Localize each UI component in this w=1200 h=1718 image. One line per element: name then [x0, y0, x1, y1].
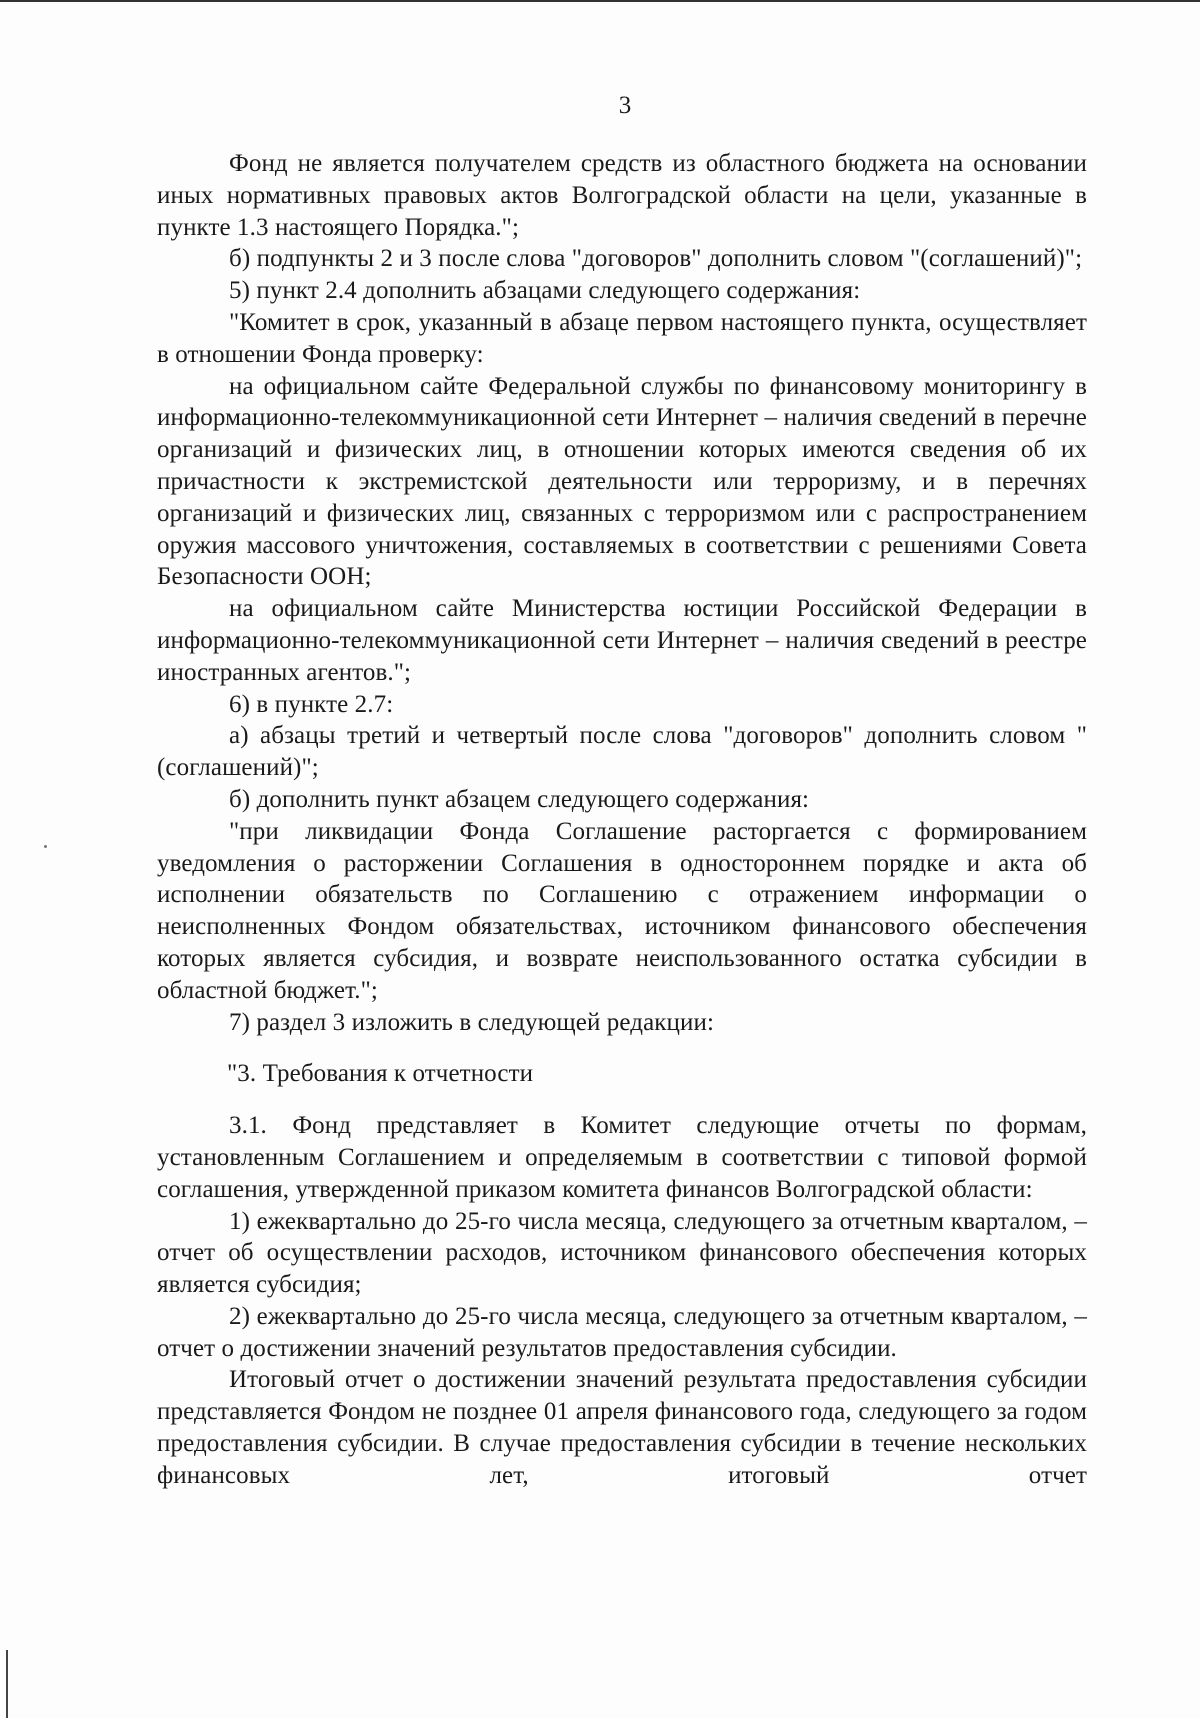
page-number: 3: [618, 92, 632, 119]
paragraph: Итоговый отчет о достижении значений результата предоставления субсидии представляется Фондом не позднее 01 апреля финансового года, следующего за годом предоставления субсидии. В случае предоставления субсидии в течение нескольких финансовых лет, итоговый отчет: [157, 1366, 1087, 1489]
paragraph: б) подпункты 2 и 3 после слова "договоров" дополнить словом "(соглашений)";: [229, 245, 1083, 273]
paragraph: на официальном сайте Федеральной службы по финансовому мониторингу в информационно-телекоммуникационной сети Интернет – наличия сведений в перечне организаций и физических лиц, в отношении которых имеются сведения об их причастности к экстремистской деятельности или терроризму, и в перечнях организаций и физических лиц, связанных с терроризмом или с распространением оружия массового уничтожения, составляемых в соответствии с решениями Совета Безопасности ООН;: [157, 372, 1087, 591]
paragraph: 7) раздел 3 изложить в следующей редакции:: [229, 1008, 714, 1036]
paragraph: 3.1. Фонд представляет в Комитет следующие отчеты по формам, установленным Соглашением и определяемым в соответствии с типовой формой соглашения, утвержденной приказом комитета финансов Волгоградской области:: [157, 1112, 1087, 1203]
paragraph: "Комитет в срок, указанный в абзаце первом настоящего пункта, осуществляет в отношении Фонда проверку:: [157, 308, 1087, 368]
paragraph: 6) в пункте 2.7:: [229, 690, 394, 718]
scan-speck: [44, 845, 47, 848]
paragraph: Фонд не является получателем средств из областного бюджета на основании иных нормативных правовых актов Волгоградской области на цели, указанные в пункте 1.3 настоящего Порядка.";: [157, 150, 1087, 241]
paragraph: на официальном сайте Министерства юстиции Российской Федерации в информационно-телекоммуникационной сети Интернет – наличия сведений в реестре иностранных агентов.";: [157, 595, 1087, 686]
paragraph: 5) пункт 2.4 дополнить абзацами следующего содержания:: [229, 277, 861, 305]
scan-left-edge-mark: [6, 1650, 8, 1718]
paragraph: 2) ежеквартально до 25-го числа месяца, следующего за отчетным кварталом, – отчет о достижении значений результатов предоставления субсидии.: [157, 1302, 1087, 1362]
paragraph: б) дополнить пункт абзацем следующего содержания:: [229, 785, 810, 813]
document-body: [157, 148, 1087, 1492]
paragraph: "при ликвидации Фонда Соглашение расторгается с формированием уведомления о расторжении Соглашения в одностороннем порядке и акта об исполнении обязательств по Соглашению с отражением информации о неисполненных Фондом обязательствах, источником финансового обеспечения которых является субсидия, и возврате неиспользованного остатка субсидии в областной бюджет.";: [157, 817, 1087, 1004]
scan-top-edge: [0, 0, 1200, 2]
paragraph: 1) ежеквартально до 25-го числа месяца, следующего за отчетным кварталом, – отчет об осуществлении расходов, источником финансового обеспечения которых является субсидия;: [157, 1207, 1087, 1299]
paragraph: а) абзацы третий и четвертый после слова "договоров" дополнить словом "(соглашений)";: [157, 722, 1087, 782]
section-heading: "3. Требования к отчетности: [227, 1060, 534, 1088]
